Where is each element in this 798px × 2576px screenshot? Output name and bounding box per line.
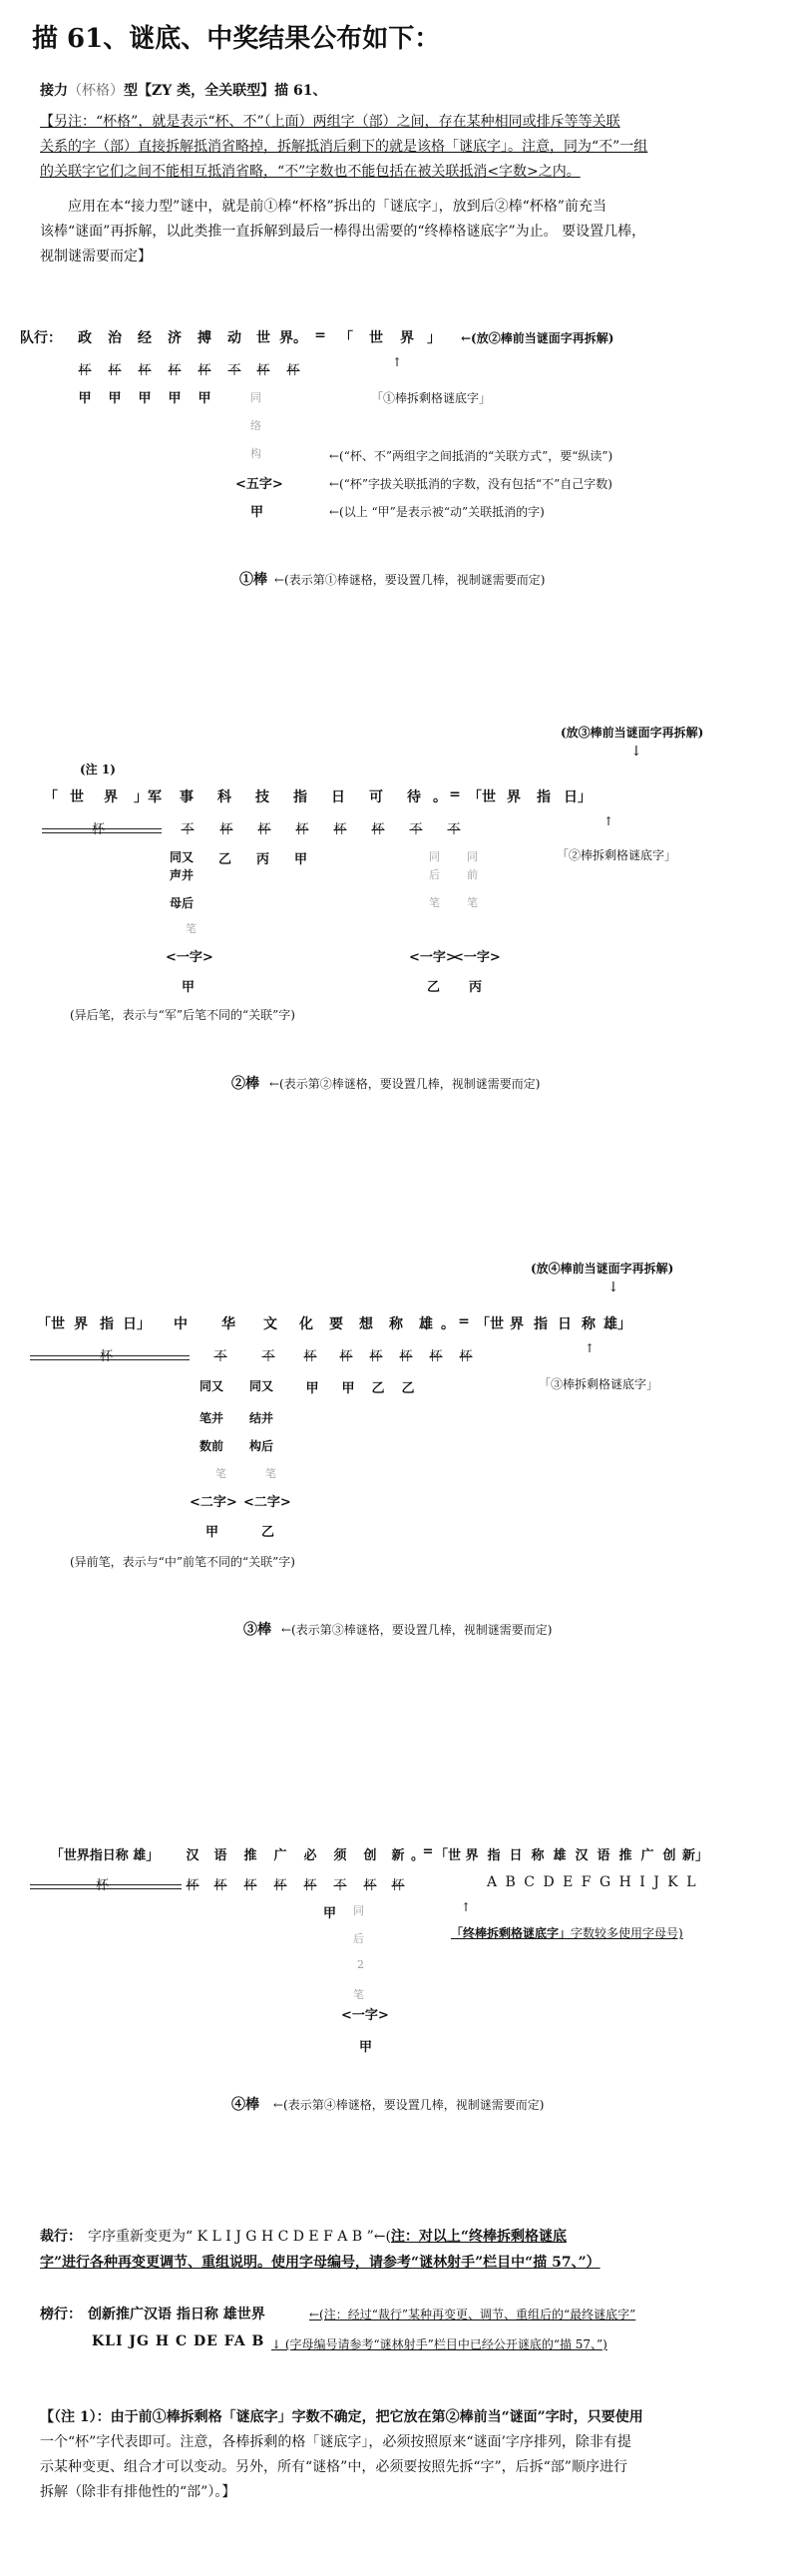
s1-col-2: 络 — [250, 419, 261, 432]
s4-char: 称 — [531, 1848, 545, 1863]
s2-col-c-1: 同 — [467, 850, 478, 863]
s4-bei: 杯 — [243, 1878, 257, 1893]
s3-char: 中 — [174, 1316, 188, 1332]
s3-char: 想 — [359, 1316, 373, 1332]
s2-bei-0: 杯 — [92, 822, 106, 837]
s3-remain: 「③棒拆剩格谜底字」 — [539, 1377, 659, 1391]
s3-jia: 甲 — [341, 1381, 355, 1396]
s4-letters: A B C D E F G H I J K L — [487, 1874, 698, 1890]
s4-up-arrow-icon: ↑ — [461, 1900, 472, 1914]
s2-bei: 不 — [409, 822, 423, 837]
s2-bang-note: ←(表示第②棒谜格，要设置几棒，视制谜需要而定) — [269, 1077, 541, 1091]
s1-jia: 甲 — [138, 391, 152, 406]
s4-char: 「世界指日称 雄」 — [50, 1848, 160, 1863]
s3-bei: 杯 — [459, 1349, 473, 1364]
note-line-3: 的关联字它们之间不能相互抵消省略，“不”字数也不能包括在被关联抵消<字数>之内。 — [40, 164, 581, 180]
s3-jia: 甲 — [305, 1381, 319, 1396]
s1-note-c: ←(以上 “甲”是表示被“动”关联抵消的字) — [329, 505, 545, 519]
s2-char: 待 — [407, 789, 421, 805]
s4-jia: 甲 — [323, 1906, 337, 1921]
note-line-1: 【另注：“杯格”，就是表示“杯、不”（上面）两组字（部）之间，存在某种相同或排斥等等关联 — [40, 114, 620, 130]
s3-char: 日」 — [123, 1316, 151, 1332]
s3-char: = — [458, 1313, 470, 1329]
s1-chars — [70, 327, 445, 347]
s2-char: 界 — [104, 789, 118, 805]
s3-col-b-1: 同又 — [249, 1379, 274, 1393]
s1-char: 经 — [138, 330, 152, 346]
s1-jia-row — [70, 387, 219, 406]
s2-down-arrow-icon: ↓ — [630, 744, 642, 760]
s1-remain: 「①棒拆剩格谜底字」 — [371, 391, 492, 405]
s4-char: 指 — [487, 1848, 501, 1863]
s4-col-3: 2 — [357, 1958, 364, 1971]
s1-char: 世 — [369, 330, 383, 346]
s4-char: 。 — [411, 1848, 425, 1863]
s3-char: 雄 — [419, 1316, 433, 1332]
s4-col-2: 后 — [353, 1932, 364, 1945]
s1-arrow-note: ←(放②棒前当谜面字再拆解) — [461, 331, 614, 345]
s2-char: = — [449, 786, 461, 802]
s2-bing: 丙 — [256, 852, 270, 867]
s4-bei: 杯 — [273, 1878, 287, 1893]
s2-note-ref: (注 1) — [80, 763, 116, 776]
s3-bei: 杯 — [303, 1349, 317, 1364]
s2-char: 「世 — [468, 789, 496, 805]
s2-col-b-3: 笔 — [429, 896, 440, 909]
s2-char: 」军 — [134, 789, 162, 805]
cai-text-b: 注：对以上“终棒拆剩格谜底 — [390, 2229, 567, 2245]
para-line-1: 应用在本“接力型”谜中，就是前①棒“杯格”拆出的「谜底字」，放到后②棒“杯格”前充当 — [68, 199, 606, 215]
s4-bei: 不 — [333, 1878, 347, 1893]
s1-char: 搏 — [198, 330, 211, 346]
s3-bang: ③棒 — [243, 1622, 271, 1638]
s3-col-a-4: 笔 — [215, 1467, 226, 1480]
s4-chars — [30, 1844, 710, 1863]
s2-note: (异后笔，表示与“军”后笔不同的“关联”字) — [70, 1008, 295, 1022]
s1-char: 「 — [339, 330, 353, 346]
s1-label: 队行： — [20, 330, 62, 346]
s3-bei: 杯 — [399, 1349, 413, 1364]
s4-bang-note: ←(表示第④棒谜格，要设置几棒，视制谜需要而定) — [273, 2098, 545, 2112]
s3-yi: 乙 — [261, 1525, 275, 1540]
s2-char: 可 — [369, 789, 383, 805]
s2-bei: 杯 — [219, 822, 233, 837]
s2-yi-2: 乙 — [427, 980, 441, 995]
s3-jia-row — [291, 1377, 423, 1396]
s4-char: 汉 — [186, 1848, 200, 1863]
s1-char: 」 — [427, 330, 441, 346]
s2-char: 。 — [433, 789, 447, 805]
s2-col-c-2: 前 — [467, 868, 478, 881]
s4-char: 雄 — [553, 1848, 567, 1863]
s1-jia2: 甲 — [250, 505, 264, 520]
s3-char: 界 — [74, 1316, 88, 1332]
s2-bang: ②棒 — [231, 1076, 259, 1092]
s2-char: 日 — [331, 789, 345, 805]
s4-bei: 杯 — [213, 1878, 227, 1893]
s1-bei: 杯 — [256, 363, 270, 378]
s4-char: = — [422, 1844, 434, 1859]
s1-bei: 杯 — [286, 363, 300, 378]
s4-bei-row — [180, 1874, 411, 1893]
s3-char: 雄」 — [603, 1316, 631, 1332]
s4-jia-2: 甲 — [359, 2040, 373, 2055]
s4-char: 创 — [662, 1848, 676, 1863]
s2-bing-2: 丙 — [469, 980, 483, 995]
bang-label: 榜行： — [40, 2307, 82, 2322]
s3-bei: 杯 — [339, 1349, 353, 1364]
s4-bei: 杯 — [186, 1878, 200, 1893]
s3-bang-note: ←(表示第③棒谜格，要设置几棒，视制谜需要而定) — [281, 1623, 553, 1637]
intro-type-sub: （杯格） — [68, 83, 124, 99]
s3-bei-row — [194, 1345, 481, 1364]
s2-jia-2: 甲 — [182, 980, 196, 995]
s3-up-arrow-icon: ↑ — [585, 1341, 596, 1355]
intro-line-1 — [40, 80, 326, 100]
s1-bei: 杯 — [138, 363, 152, 378]
s1-note-a: ←(“杯、不”两组字之间抵消的“关联方式”，要“纵读”) — [329, 449, 613, 463]
s2-bei-row — [168, 818, 473, 837]
s1-char: 政 — [78, 330, 92, 346]
s4-char: 须 — [333, 1848, 347, 1863]
s2-char: 日」 — [564, 789, 592, 805]
s4-yizi: <一字> — [341, 2008, 389, 2023]
s1-char: 世 — [256, 330, 270, 346]
s4-char: 汉 — [575, 1848, 589, 1863]
s2-up-arrow-icon: ↑ — [603, 814, 614, 828]
cai-text-a: 字序重新变更为“ K L I J G H C D E F A B ”←( — [88, 2229, 391, 2245]
s3-char: 称 — [389, 1316, 403, 1332]
intro-note — [40, 110, 758, 185]
s3-down-arrow-icon: ↓ — [607, 1280, 619, 1295]
s2-bei: 杯 — [333, 822, 347, 837]
s1-note-b: ←(“杯”字拔关联抵消的字数，没有包括“不”自己字数) — [329, 477, 612, 491]
s3-chars — [34, 1313, 634, 1333]
s4-remain-a: 「终棒拆剩格谜底字」 — [451, 1926, 572, 1940]
s3-char: 日 — [558, 1316, 572, 1332]
s3-char: 「世 — [37, 1316, 65, 1332]
foot-line-4: 拆解（除非有排他性的“部”）。】 — [40, 2484, 236, 2500]
cai-line-2: 字”进行各种再变更调节、重组说明。使用字母编号，请参考“谜林射手”栏目中“描 57、”） — [40, 2255, 600, 2271]
s3-top-note: (放④棒前当谜面字再拆解) — [531, 1262, 674, 1276]
s4-char: 推 — [243, 1848, 257, 1863]
s1-bei: 杯 — [198, 363, 211, 378]
s2-yizi-2: <一字> — [409, 950, 457, 965]
intro-type-label: 接力 — [40, 83, 68, 99]
intro-paragraph — [40, 195, 758, 269]
s3-char: 指 — [534, 1316, 548, 1332]
footnote — [40, 2405, 758, 2505]
foot-line-2: 一个“杯”字代表即可。注意，各棒拆剩的格「谜底字」，必须按照原来“谜面’字序排列，除非有提 — [40, 2434, 631, 2450]
s3-col-b-3: 构后 — [249, 1439, 274, 1453]
s1-bei-row — [70, 359, 309, 378]
s3-bei-0: 杯 — [100, 1349, 114, 1364]
s2-yizi-3: <一字> — [453, 950, 501, 965]
s4-bei: 杯 — [363, 1878, 377, 1893]
cai-line-1 — [88, 2226, 567, 2246]
s4-bei: 杯 — [391, 1878, 405, 1893]
s4-char: 语 — [597, 1848, 610, 1863]
cai-label: 裁行： — [40, 2229, 82, 2245]
s3-col-a-1: 同又 — [200, 1379, 224, 1393]
bang-note: ←(注：经过“裁行”某种再变更、调节、重组后的“最终谜底字” — [309, 2308, 636, 2321]
s2-bei: 不 — [447, 822, 461, 837]
s1-jia: 甲 — [168, 391, 182, 406]
note-line-2: 关系的字（部）直接拆解抵消省略掉，拆解抵消后剩下的就是该格「谜底字」。注意，同为“不”一组 — [40, 139, 648, 155]
s3-char: 华 — [221, 1316, 235, 1332]
s1-bang: ①棒 — [239, 572, 267, 588]
s1-char: = — [314, 327, 326, 343]
s2-char: 「 — [44, 789, 58, 805]
s2-char: 事 — [180, 789, 194, 805]
intro-type-desc: 型【ZY 类，全关联型】描 61、 — [124, 83, 327, 99]
s4-char: 界 — [465, 1848, 479, 1863]
foot-line-1: 【（注 1）：由于前①棒拆剩格「谜底字」字数不确定，把它放在第②棒前当“谜面”字时，只要使用 — [40, 2409, 643, 2425]
s2-chars — [42, 786, 597, 806]
s2-char: 指 — [293, 789, 307, 805]
s3-jia: 甲 — [205, 1525, 219, 1540]
s2-yi: 乙 — [218, 852, 232, 867]
s4-char: 广 — [640, 1848, 654, 1863]
s1-bei: 杯 — [78, 363, 92, 378]
s4-col-1: 同 — [353, 1904, 364, 1917]
s2-col-a-4: 笔 — [186, 922, 197, 935]
para-line-2: 该棒“谜面”再拆解，以此类推一直拆解到最后一棒得出需要的“终棒格谜底字”为止。 要设置几棒， — [40, 224, 646, 240]
bang-text: 创新推广汉语 指日称 雄世界 — [88, 2307, 265, 2322]
s3-char: 指 — [100, 1316, 114, 1332]
s3-col-a-2: 笔并 — [200, 1411, 224, 1425]
para-line-3: 视制谜需要而定】 — [40, 249, 152, 264]
s3-col-b-4: 笔 — [265, 1467, 276, 1480]
s4-char: 广 — [273, 1848, 287, 1863]
s4-char: 新 — [391, 1848, 405, 1863]
s3-char: 称 — [582, 1316, 596, 1332]
s3-char: 化 — [299, 1316, 313, 1332]
s3-erzi: <二字> — [190, 1495, 237, 1510]
s2-jia: 甲 — [294, 852, 308, 867]
s4-bei-0: 杯 — [96, 1878, 110, 1893]
s4-remain — [451, 1924, 683, 1941]
s2-char: 世 — [70, 789, 84, 805]
s2-col-c-3: 笔 — [467, 896, 478, 909]
s2-top-note: (放③棒前当谜面字再拆解) — [561, 726, 704, 740]
s4-char: 新」 — [681, 1848, 708, 1863]
s3-erzi-2: <二字> — [243, 1495, 291, 1510]
s2-bei: 不 — [181, 822, 195, 837]
s4-char: 必 — [303, 1848, 317, 1863]
s2-col-a-3: 母后 — [170, 896, 195, 910]
s4-char: 推 — [618, 1848, 632, 1863]
s2-char: 指 — [537, 789, 551, 805]
s3-bei: 不 — [213, 1349, 227, 1364]
s1-bei: 杯 — [108, 363, 122, 378]
s2-yizi: <一字> — [166, 950, 213, 965]
s2-char: 技 — [255, 789, 269, 805]
s3-jia: 乙 — [401, 1381, 415, 1396]
s3-char: 界 — [510, 1316, 524, 1332]
s4-col-4: 笔 — [353, 1988, 364, 2001]
s1-char: 动 — [227, 330, 241, 346]
s3-col-b-2: 结并 — [249, 1411, 274, 1425]
s4-bei: 杯 — [303, 1878, 317, 1893]
s2-bei: 杯 — [295, 822, 309, 837]
s1-char: 济 — [168, 330, 182, 346]
s1-col-3: 构 — [250, 447, 261, 460]
s2-col-b-2: 后 — [429, 868, 440, 881]
s3-jia: 乙 — [371, 1381, 385, 1396]
s1-wuzi: <五字> — [235, 477, 283, 492]
s3-char: 要 — [329, 1316, 343, 1332]
s1-jia: 甲 — [108, 391, 122, 406]
s3-char: 「世 — [476, 1316, 504, 1332]
s3-char: 文 — [263, 1316, 277, 1332]
s1-char: 治 — [108, 330, 122, 346]
s2-char: 科 — [217, 789, 231, 805]
s4-bang: ④棒 — [231, 2097, 259, 2113]
s4-char: 语 — [213, 1848, 227, 1863]
s3-bei: 不 — [261, 1349, 275, 1364]
s3-note: (异前笔，表示与“中”前笔不同的“关联”字) — [70, 1555, 295, 1569]
s4-char: 创 — [363, 1848, 377, 1863]
s2-col-a-1: 同又 — [170, 850, 195, 864]
bang-note-2: ↓ (字母编号请参考“谜林射手”栏目中已经公开谜底的“描 57、”) — [271, 2337, 607, 2351]
s3-col-a-3: 数前 — [200, 1439, 224, 1453]
s1-bei: 杯 — [168, 363, 182, 378]
s1-col-1: 同 — [250, 391, 261, 404]
s3-char: 。 — [441, 1316, 455, 1332]
s1-jia: 甲 — [78, 391, 92, 406]
s4-char: 日 — [509, 1848, 523, 1863]
s1-bei: 不 — [227, 363, 241, 378]
s1-char: 界。 — [279, 330, 307, 346]
s2-remain: 「②棒拆剩格谜底字」 — [557, 848, 677, 862]
s4-char: 「世 — [435, 1848, 462, 1863]
s1-char: 界 — [400, 330, 414, 346]
s3-bei: 杯 — [369, 1349, 383, 1364]
s2-bei: 杯 — [257, 822, 271, 837]
foot-line-3: 示某种变更、组合才可以变动。另外，所有“谜格”中，必须要按照先拆“字”，后拆“部”顺序进行 — [40, 2459, 627, 2475]
bang-letters: KLI JG H C DE FA B — [92, 2333, 265, 2349]
s2-bei: 杯 — [371, 822, 385, 837]
s1-bang-note: ←(表示第①棒谜格，要设置几棒，视制谜需要而定) — [274, 573, 546, 587]
s4-remain-b: 字数较多使用字母号) — [571, 1926, 683, 1940]
page-title: 描 61、谜底、中奖结果公布如下： — [32, 24, 441, 54]
up-arrow-icon: ↑ — [392, 355, 403, 369]
s2-char: 界 — [507, 789, 521, 805]
s1-jia: 甲 — [198, 391, 211, 406]
s2-col-b-1: 同 — [429, 850, 440, 863]
s3-bei: 杯 — [429, 1349, 443, 1364]
s2-col-a-2: 声并 — [170, 868, 195, 882]
